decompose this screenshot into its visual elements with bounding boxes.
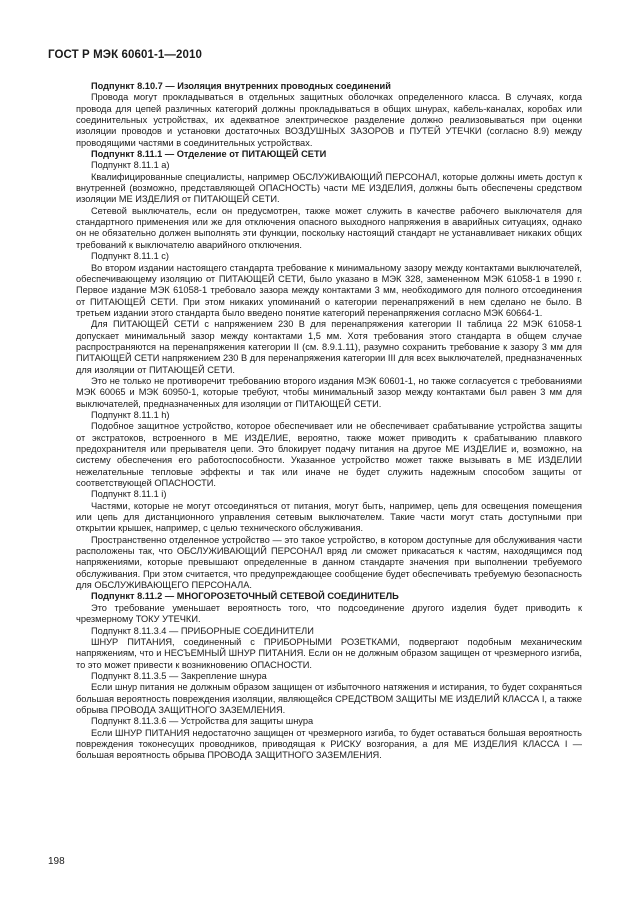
section-heading: Подпункт 8.11.2 — МНОГОРОЗЕТОЧНЫЙ СЕТЕВОЙ СОЕДИНИТЕЛЬ [91, 591, 399, 602]
paragraph: Провода могут прокладываться в отдельных защитных оболочках определенного класса. В случаях, когда провода для цепей различных категорий должны прокладываться в общих шнурах, кабель-каналах, коробах или соединительных устройствах, их адекватное электрическое разделение должно реализовываться при оценки изоляции проводов и установки достаточных ВОЗДУШНЫХ ЗАЗОРОВ и ПУТЕЙ УТЕЧКИ (согласно 8.9) между проводящими частями в соединительных устройствах. [76, 92, 582, 148]
paragraph: Для ПИТАЮЩЕЙ СЕТИ с напряжением 230 В для перенапряжения категории II таблица 22 МЭК 61058-1 допускает минимальный зазор между контактами 1,5 мм. Хотя требования этого стандарта в общем случае распространяются на перенапряжения категории II (см. 8.9.1.11), разумно сохранить требование к зазору 3 мм для ПИТАЮЩЕЙ СЕТИ напряжением 230 В для перенапряжения категории III для всех выключателей, предназначенных для изоляции от ПИТАЮЩЕЙ СЕТИ. [76, 319, 582, 375]
document-body [76, 81, 582, 762]
paragraph: ШНУР ПИТАНИЯ, соединенный с ПРИБОРНЫМИ РОЗЕТКАМИ, подвергают подобным механическим напряжениям, что и НЕСЪЕМНЫЙ ШНУР ПИТАНИЯ. Если он не должным образом защищен от чрезмерного изгиба, то это может привести к возникновению ОПАСНОСТИ. [76, 636, 582, 670]
paragraph: Подпункт 8.11.1 h) [91, 409, 170, 420]
document-header: ГОСТ Р МЭК 60601-1—2010 [48, 49, 202, 61]
paragraph: Пространственно отделенное устройство — это такое устройство, в котором доступные для обслуживания части расположены так, что ОБСЛУЖИВАЮЩИЙ ПЕРСОНАЛ вряд ли сможет прикасаться к частям, находящимся под напряжениями, которые превышают определенные в данном стандарте значения при выполнении требуемого обслуживания. При этом считается, что предупреждающее сообщение будет обеспечивать требуемую безопасность для ОБСЛУЖИВАЮЩЕГО ПЕРСОНАЛА. [76, 534, 582, 591]
paragraph: Подпункт 8.11.3.6 — Устройства для защиты шнура [91, 716, 314, 727]
paragraph: Подобное защитное устройство, которое обеспечивает или не обеспечивает срабатывание устройства защиты от экстратоков, встроенного в МЕ ИЗДЕЛИЕ, вероятно, также может приводить к срабатыванию плавкого предохранителя или прерывателя цепи. Это блокирует подачу питания на другое МЕ ИЗДЕЛИЕ и, возможно, на систему обеспечения его работоспособности. Указанное устройство может также вызывать в МЕ ИЗДЕЛИИ нежелательные тепловые эффекты и так или иначе не будет служить надежным способом защиты от соответствующей ОПАСНОСТИ. [76, 421, 582, 489]
paragraph: Подпункт 8.11.3.4 — ПРИБОРНЫЕ СОЕДИНИТЕЛИ [91, 625, 314, 636]
section-heading: Подпункт 8.10.7 — Изоляция внутренних проводных соединений [91, 81, 391, 91]
paragraph: Если шнур питания не должным образом защищен от избыточного натяжения и истирания, то будет сохраняться большая вероятность повреждения изоляции, являющейся СРЕДСТВОМ ЗАЩИТЫ МЕ ИЗДЕЛИЙ КЛАССА I, а также обрыва ПРОВОДА ЗАЩИТНОГО ЗАЗЕМЛЕНИЯ. [76, 682, 582, 715]
paragraph: Подпункт 8.11.1 а) [91, 160, 170, 171]
paragraph: Это не только не противоречит требованию второго издания МЭК 60601-1, но также согласуется с требованиями МЭК 60065 и МЭК 60950-1, которые требуют, чтобы минимальный зазор между контактами был равен 3 мм для выключателей, предназначенных для изоляции от ПИТАЮЩЕЙ СЕТИ. [76, 375, 582, 409]
paragraph: Если ШНУР ПИТАНИЯ недостаточно защищен от чрезмерного изгиба, то будет оставаться большая вероятность повреждения токонесущих проводников, приводящая к РИСКУ возгорания, а для МЕ ИЗДЕЛИЯ КЛАССА I — большая вероятность обрыва ПРОВОДА ЗАЩИТНОГО ЗАЗЕМЛЕНИЯ. [76, 727, 582, 761]
section-heading: Подпункт 8.11.1 — Отделение от ПИТАЮЩЕЙ СЕТИ [91, 149, 327, 160]
paragraph: Подпункт 8.11.1 с) [91, 251, 169, 262]
paragraph: Частями, которые не могут отсоединяться от питания, могут быть, например, цепь для освещения помещения или цепь для дистанционного управления сетевым выключателем. Такие части могут стать доступными при открытии крышек, например, с целью технического обслуживания. [76, 500, 582, 534]
paragraph: Подпункт 8.11.3.5 — Закрепление шнура [91, 670, 267, 681]
page-number: 198 [48, 856, 65, 867]
paragraph: Подпункт 8.11.1 i) [91, 489, 167, 500]
paragraph: Во втором издании настоящего стандарта требование к минимальному зазору между контактами выключателей, обеспечивающему изоляцию от ПИТАЮЩЕЙ СЕТИ, было указано в МЭК 328, замененном МЭК 61058-1 в 1990 г. Первое издание МЭК 61058-1 требовало зазора между контактами 3 мм, необходимого для полного отсоединения от ПИТАЮЩЕЙ СЕТИ. При этом никаких упоминаний о категории перенапряжений в нем сделано не было. В третьем издании этого стандарта было введено понятие категорий перенапряжения согласно МЭК 60664-1. [76, 262, 582, 318]
paragraph: Это требование уменьшает вероятность того, что подсоединение другого изделия будет приводить к чрезмерному ТОКУ УТЕЧКИ. [76, 602, 582, 625]
paragraph: Квалифицированные специалисты, например ОБСЛУЖИВАЮЩИЙ ПЕРСОНАЛ, которые должны иметь доступ к внутренней (возможно, представляющей ОПАСНОСТЬ) части МЕ ИЗДЕЛИЯ, должны быть обеспечены средством изоляции МЕ ИЗДЕЛИЯ от ПИТАЮЩЕЙ СЕТИ. [76, 171, 582, 205]
paragraph: Сетевой выключатель, если он предусмотрен, также может служить в качестве рабочего выключателя для стандартного применения или же для отключения опасного выходного напряжения в аварийных ситуациях, однако он не обязательно должен выполнять эти функции, поскольку настоящий стандарт не устанавливает никаких общих требований к выключателю аварийного отключения. [76, 205, 582, 250]
